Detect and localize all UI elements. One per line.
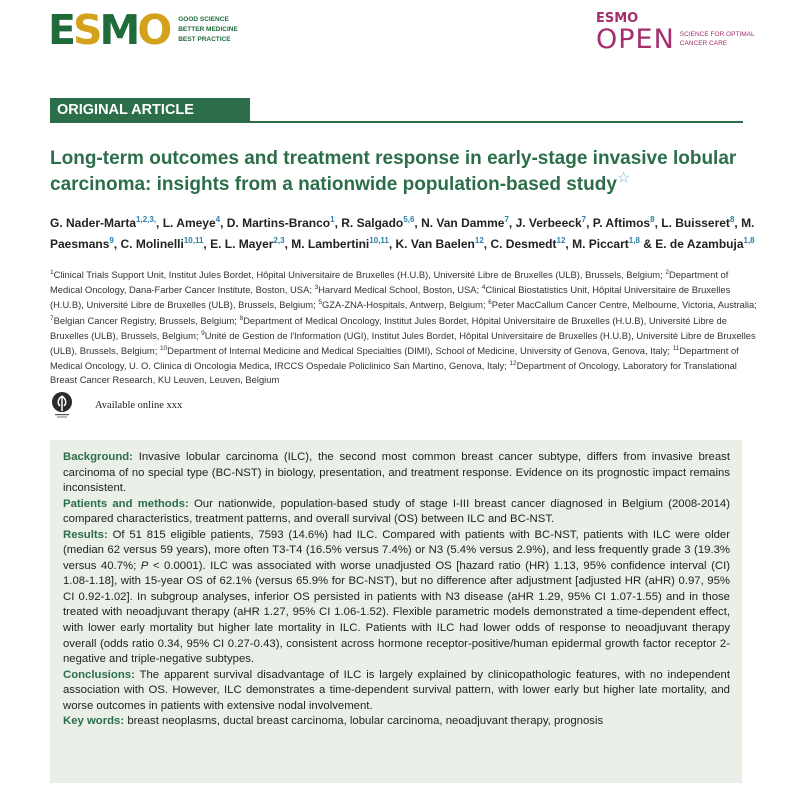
affiliation-text: Department of Internal Medicine and Medical Specialties (DIMI), School of Medicine, University of Genova, Genova, Italy;: [167, 345, 673, 357]
esmo-open-tagline: SCIENCE FOR OPTIMAL CANCER CARE: [679, 31, 755, 47]
esmo-tagline: GOOD SCIENCE BETTER MEDICINE BEST PRACTICE: [178, 16, 238, 43]
affiliation-number: 3: [314, 284, 319, 292]
esmo-wordmark: E S M O: [48, 6, 170, 54]
author-affiliation-ref[interactable]: 10,11: [369, 236, 389, 245]
author-name: P. Aftimos: [592, 216, 651, 230]
author-separator: ,: [483, 237, 491, 251]
abstract-box: [50, 440, 742, 783]
author-separator: ,: [113, 237, 121, 251]
affiliation-number: 11: [672, 345, 680, 353]
author-affiliation-ref[interactable]: 1: [330, 215, 335, 224]
affiliation-text: Clinical Biostatistics Unit, Hôpital Universitaire de Bruxelles (H.U.B), Université Libre de Bruxelles (ULB), Brussels, Belgium;: [50, 284, 731, 311]
affiliation-number: 7: [50, 314, 54, 322]
abstract-background: Background: Invasive lobular carcinoma (ILC), the second most common breast cancer subtype, differs from invasive breast carcinoma of no special type (BC-NST) in biology, presentation, and treatment response. Evidence on its prognostic impact remains inconsistent.: [63, 451, 730, 495]
author-name: R. Salgado: [341, 216, 404, 230]
esmo-open-logo: ESMO OPEN SCIENCE FOR OPTIMAL CANCER CARE: [596, 11, 755, 55]
author-name: E. L. Mayer: [210, 237, 274, 251]
affiliation-text: Department of Medical Oncology, Dana-Farber Cancer Institute, Boston, USA;: [50, 269, 729, 296]
esmo-logo: [48, 6, 238, 54]
author-affiliation-ref[interactable]: 12: [474, 236, 484, 245]
author-separator: ,: [414, 216, 422, 230]
affiliation-text: Belgian Cancer Registry, Brussels, Belgium;: [53, 314, 240, 326]
author-name: K. Van Baelen: [395, 237, 475, 251]
author-affiliation-ref[interactable]: 1,8: [743, 236, 755, 245]
affiliation-text: Unité de Gestion de l'Information (UGI), Institut Jules Bordet, Hôpital Universitaire de Bruxelles (H.U.B), Université Libre de Bruxelles (ULB), Brussels, Belgium;: [50, 330, 756, 357]
affiliation-text: Harvard Medical School, Boston, USA;: [318, 284, 482, 296]
abstract-conclusions: Conclusions: The apparent survival disadvantage of ILC is largely explained by clinicopathologic features, with no independent association with OS. However, ILC demonstrates a time-dependent survival pattern, with lower early but higher late mortality, and worse outcomes in patients with extensive nodal involvement.: [63, 668, 731, 712]
article-title: Long-term outcomes and treatment response in early-stage invasive lobular carcinoma: insights from a nationwide population-based study☆: [50, 148, 737, 195]
article-type-label: ORIGINAL ARTICLE: [50, 98, 250, 122]
author-affiliation-ref[interactable]: 4: [215, 215, 221, 224]
abstract-results: Results: Of 51 815 eligible patients, 7593 (14.6%) had ILC. Compared with patients with BC-NST, patients with ILC were older (median 62 versus 59 years), more often T3-T4 (16.5% versus 7.4%) or N3 (5.4% versus 2.9%), and less frequently grade 3 (19.3% versus 40.7%; P < 0.0001). ILC was associated with worse unadjusted OS [hazard ratio (HR) 1.13, 95% confidence interval (CI) 1.08-1.18], with 15-year OS of 62.1% (versus 65.9% for BC-NST), but no difference after adjustment [adjusted HR (aHR) 0.97, 95% CI 0.92-1.02]. In subgroup analyses, inferior OS persisted in patients with N3 disease (aHR 1.29, 95% CI 1.07-1.55) and in those treated with neoadjuvant therapy (aHR 1.27, 95% CI 1.06-1.52). Flexible parametric models demonstrated a time-dependent effect, with lower early mortality but higher late mortality in ILC. Patients with ILC had lower odds of response to neoadjuvant therapy overall (odds ratio 0.34, 95% CI 0.27-0.43), consistent across hormone receptor-positive/human epidermal growth factor receptor 2-negative and triple-negative subtypes.: [63, 528, 731, 666]
author-affiliation-ref[interactable]: 10,11: [183, 236, 204, 245]
author-separator: ,: [388, 237, 396, 251]
author-name: L. Buisseret: [661, 216, 730, 230]
author-affiliation-ref[interactable]: 8: [729, 215, 735, 224]
affiliation-text: Peter MacCallum Cancer Centre, Melbourne, Victoria, Australia;: [491, 299, 757, 311]
author-separator: ,: [284, 237, 292, 251]
author-separator: &: [639, 237, 656, 251]
affiliation-text: GZA-ZNA-Hospitals, Antwerp, Belgium;: [321, 299, 489, 311]
affiliation-number: 6: [488, 299, 492, 307]
author-list: [50, 211, 755, 253]
author-affiliation-ref[interactable]: 1,2,3,: [136, 215, 157, 224]
author-affiliation-ref[interactable]: 7: [504, 215, 509, 224]
author-affiliation-ref[interactable]: 5,6: [403, 215, 415, 224]
affiliation-number: 5: [318, 299, 322, 307]
author-affiliation-ref[interactable]: 2,3: [273, 236, 285, 245]
title-footnote-star-icon[interactable]: ☆: [616, 169, 631, 187]
author-name: M. Lambertini: [291, 237, 370, 251]
author-name: J. Verbeeck: [515, 216, 582, 230]
abstract-methods: Patients and methods: Our nationwide, population-based study of stage I-III breast cancer diagnosed in Belgium (2008-2014) compared characteristics, treatment patterns, and overall survival (OS) between ILC and BC-NST.: [63, 497, 730, 526]
affiliations: [50, 266, 760, 386]
author-affiliation-ref[interactable]: 1,8: [628, 236, 640, 245]
affiliation-text: Department of Oncology, Laboratory for Translational Breast Cancer Research, KU Leuven, Leuven, Belgium: [50, 360, 737, 385]
author-affiliation-ref[interactable]: 7: [581, 215, 587, 224]
author-name: M. Paesmans: [50, 216, 755, 251]
author-separator: ,: [734, 216, 742, 230]
affiliation-number: 2: [665, 269, 669, 276]
author-name: C. Molinelli: [120, 237, 184, 251]
affiliation-text: Clinical Trials Support Unit, Institut Jules Bordet, Hôpital Universitaire de Bruxelles (H.U.B), Université Libre de Bruxelles (ULB), Brussels, Belgium;: [53, 269, 666, 281]
abstract-keywords: Key words: breast neoplasms, ductal breast carcinoma, lobular carcinoma, neoadjuvant therapy, prognosis: [63, 715, 604, 728]
publisher-tree-icon: [50, 391, 74, 419]
author-name: G. Nader-Marta: [50, 216, 137, 230]
author-separator: ,: [203, 237, 211, 251]
author-name: E. de Azambuja: [655, 237, 744, 251]
author-name: L. Ameye: [162, 216, 216, 230]
author-separator: ,: [156, 216, 163, 230]
author-separator: ,: [565, 237, 573, 251]
author-affiliation-ref[interactable]: 9: [109, 236, 114, 245]
affiliation-number: 4: [481, 284, 486, 292]
affiliation-number: 8: [239, 314, 244, 322]
affiliation-number: 9: [201, 329, 205, 337]
author-separator: ,: [586, 216, 593, 230]
author-separator: ,: [508, 216, 516, 230]
affiliation-number: 1: [50, 269, 54, 276]
author-separator: ,: [334, 216, 342, 230]
author-name: C. Desmedt: [490, 237, 557, 251]
author-name: N. Van Damme: [421, 216, 505, 230]
affiliation-number: 12: [509, 360, 517, 368]
author-affiliation-ref[interactable]: 8: [650, 215, 655, 224]
affiliation-text: Department of Medical Oncology, Institut Jules Bordet, Hôpital Universitaire de Bruxelles (H.U.B), Université Libre de Bruxelles (ULB), Brussels, Belgium;: [50, 314, 727, 341]
author-affiliation-ref[interactable]: 12: [556, 236, 566, 245]
affiliation-number: 10: [159, 345, 168, 353]
author-name: D. Martins-Branco: [226, 216, 331, 230]
author-separator: ,: [220, 216, 227, 230]
author-separator: ,: [654, 216, 662, 230]
author-name: M. Piccart: [572, 237, 629, 251]
section-divider: [50, 121, 743, 123]
affiliation-text: Department of Medical Oncology, U. O. Clinica di Oncologia Medica, IRCCS Ospedale Policlinico San Martino, Genova, Italy;: [50, 345, 739, 372]
available-online-date: Available online xxx: [95, 400, 183, 411]
